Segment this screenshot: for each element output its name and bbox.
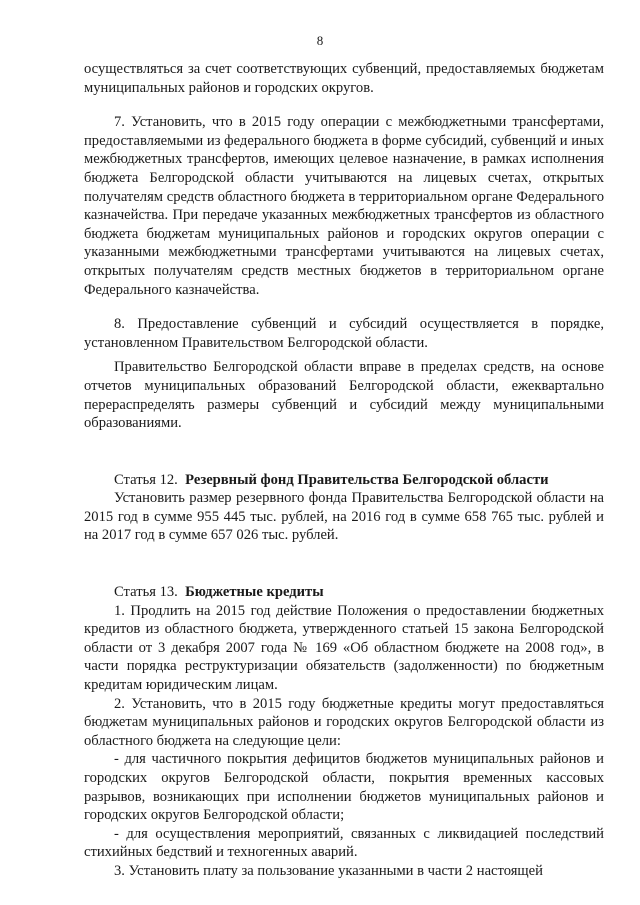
- document-body: [84, 60, 604, 881]
- article-12-text: Установить размер резервного фонда Правительства Белгородской области на 2015 год в сумме 955 445 тыс. рублей, на 2016 год в сумме 658 765 тыс. рублей и на 2017 год в сумме 657 026 тыс. рублей.: [84, 490, 604, 544]
- article-13-part-2-item-b: - для осуществления мероприятий, связанных с ликвидацией последствий стихийных бедствий и техногенных аварий.: [84, 825, 604, 861]
- article-12-heading: [84, 471, 604, 490]
- paragraph-item-8-continued: Правительство Белгородской области вправе в пределах средств, на основе отчетов муниципальных образований Белгородской области, ежеквартально перераспределять размеры субвенций и субсидий между муниципальными образованиями.: [84, 359, 604, 432]
- article-13-part-2-item-a: - для частичного покрытия дефицитов бюджетов муниципальных районов и городских округов Белгородской области, покрытия временных кассовых разрывов, возникающих при исполнении бюджетов муниципальных районов и городских округов Белгородской области;: [84, 751, 604, 824]
- article-12-title: Резервный фонд Правительства Белгородской области: [185, 471, 549, 488]
- article-13-label: Статья 13.: [114, 584, 178, 601]
- paragraph-continuation: осуществляться за счет соответствующих субвенций, предоставляемых бюджетам муниципальных районов и городских округов.: [84, 61, 604, 96]
- article-13-part-1: 1. Продлить на 2015 год действие Положения о предоставлении бюджетных кредитов из областного бюджета, утвержденного статьей 15 закона Белгородской области от 3 декабря 2007 года № 169 «Об областном бюджете на 2008 год», в части порядка реструктуризации обязательств (задолженности) по бюджетным кредитам юридическим лицам.: [84, 602, 604, 694]
- article-13-title: Бюджетные кредиты: [185, 584, 324, 601]
- article-12-label: Статья 12.: [114, 471, 178, 488]
- article-13-part-2: 2. Установить, что в 2015 году бюджетные кредиты могут предоставляться бюджетам муниципальных районов и городских округов Белгородской области из областного бюджета на следующие цели:: [84, 695, 604, 749]
- article-13-heading: [84, 583, 604, 602]
- page-number: 8: [316, 33, 324, 48]
- paragraph-item-8: 8. Предоставление субвенций и субсидий осуществляется в порядке, установленном Правительством Белгородской области.: [84, 316, 604, 351]
- paragraph-item-7: 7. Установить, что в 2015 году операции с межбюджетными трансфертами, предоставляемыми из федерального бюджета в форме субсидий, субвенций и иных межбюджетных трансфертов, имеющих целевое назначение, в рамках исполнения бюджета Белгородской области учитываются на лицевых счетах, открытых получателям средств областного бюджета в территориальном органе Федерального казначейства. При передаче указанных межбюджетных трансфертов из областного бюджета бюджетам муниципальных районов и городских округов операции с указанными межбюджетными трансфертами учитываются на лицевых счетах, открытых получателям средств местных бюджетов в территориальном органе Федерального казначейства.: [84, 114, 604, 298]
- article-13-part-3: 3. Установить плату за пользование указанными в части 2 настоящей: [114, 862, 543, 879]
